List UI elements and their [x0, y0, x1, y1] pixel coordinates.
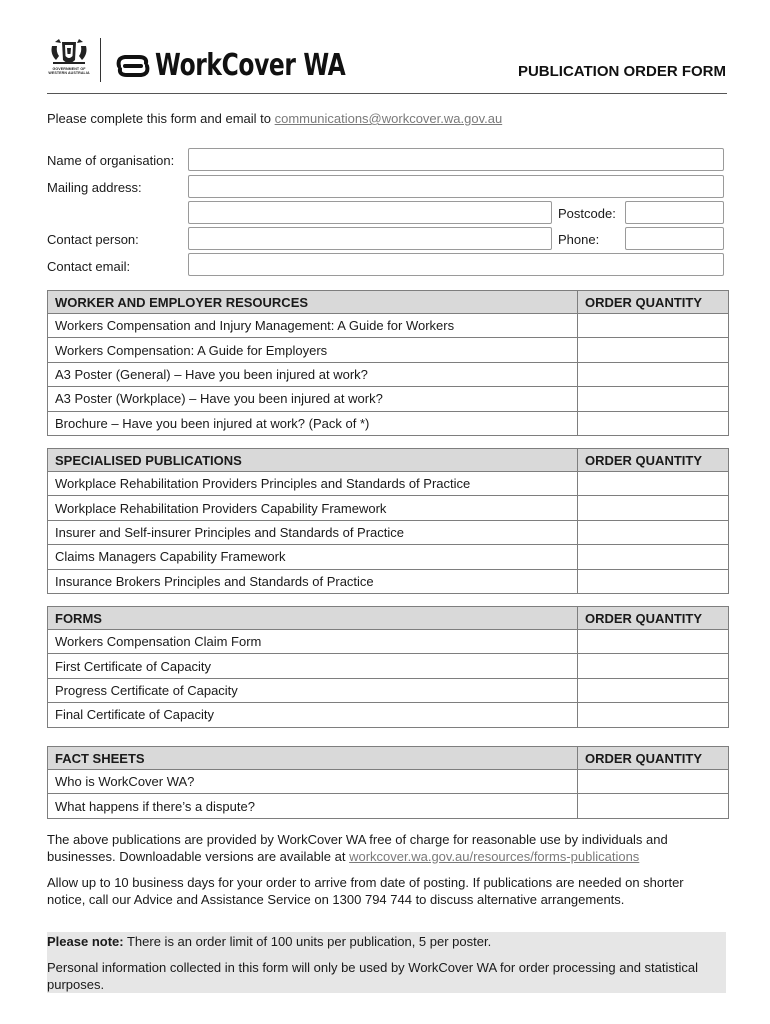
publication-name: A3 Poster (General) – Have you been injured at work? — [48, 362, 578, 386]
forms-table — [47, 606, 729, 728]
table-row — [48, 387, 729, 411]
table-header-row — [48, 747, 729, 770]
section-heading: FACT SHEETS — [48, 747, 578, 770]
order-quantity-input[interactable] — [578, 496, 729, 520]
order-quantity-heading: ORDER QUANTITY — [578, 291, 729, 314]
table-row — [48, 472, 729, 496]
publication-name: Insurance Brokers Principles and Standards of Practice — [48, 569, 578, 593]
contact-person-label: Contact person: — [47, 232, 139, 247]
fact-sheets-table — [47, 746, 729, 819]
privacy-note: Personal information collected in this form will only be used by WorkCover WA for order processing and statistical purposes. — [47, 960, 699, 992]
availability-text: The above publications are provided by WorkCover WA free of charge for reasonable use by individuals and businesses. Downloadable versions are available at — [47, 832, 668, 864]
publication-name: Progress Certificate of Capacity — [48, 678, 578, 702]
publication-name: Workers Compensation Claim Form — [48, 630, 578, 654]
mailing-address-label: Mailing address: — [47, 180, 142, 195]
order-quantity-input[interactable] — [578, 654, 729, 678]
section-heading: WORKER AND EMPLOYER RESOURCES — [48, 291, 578, 314]
publication-name: Workers Compensation: A Guide for Employers — [48, 338, 578, 362]
publication-name: Brochure – Have you been injured at work? (Pack of *) — [48, 411, 578, 435]
order-quantity-input[interactable] — [578, 520, 729, 544]
order-quantity-input[interactable] — [578, 362, 729, 386]
table-header-row — [48, 291, 729, 314]
table-row — [48, 770, 729, 794]
order-quantity-input[interactable] — [578, 794, 729, 818]
publication-name: Final Certificate of Capacity — [48, 703, 578, 727]
page-title: PUBLICATION ORDER FORM — [517, 63, 726, 80]
order-quantity-input[interactable] — [578, 770, 729, 794]
table-header-row — [48, 607, 729, 630]
workcover-wordmark: WorkCover WA — [155, 48, 346, 83]
order-quantity-input[interactable] — [578, 569, 729, 593]
table-row — [48, 678, 729, 702]
header-divider — [100, 38, 101, 82]
worker-employer-resources-table — [47, 290, 729, 436]
phone-label: Phone: — [558, 232, 600, 247]
order-limit-note — [47, 934, 737, 951]
table-row — [48, 362, 729, 386]
table-header-row — [48, 449, 729, 472]
table-row — [48, 520, 729, 544]
contact-email-link[interactable]: communications@workcover.wa.gov.au — [274, 111, 503, 126]
order-quantity-input[interactable] — [578, 411, 729, 435]
mailing-address-input-2[interactable] — [188, 201, 552, 224]
publication-name: First Certificate of Capacity — [48, 654, 578, 678]
table-row — [48, 630, 729, 654]
table-row — [48, 338, 729, 362]
workcover-symbol-icon — [113, 48, 153, 84]
order-quantity-input[interactable] — [578, 338, 729, 362]
forms-publications-link[interactable]: workcover.wa.gov.au/resources/forms-publications — [349, 848, 640, 864]
table-row — [48, 545, 729, 569]
table-row — [48, 794, 729, 818]
order-quantity-input[interactable] — [578, 314, 729, 338]
crest-caption: GOVERNMENT OF WESTERN AUSTRALIA — [48, 67, 90, 75]
order-quantity-input[interactable] — [578, 703, 729, 727]
header-rule — [47, 93, 727, 94]
publication-name: Workplace Rehabilitation Providers Principles and Standards of Practice — [48, 472, 578, 496]
table-row — [48, 411, 729, 435]
table-row — [48, 314, 729, 338]
contact-email-input[interactable] — [188, 253, 724, 276]
order-quantity-input[interactable] — [578, 545, 729, 569]
publication-name: Claims Managers Capability Framework — [48, 545, 578, 569]
publication-name: Insurer and Self-insurer Principles and Standards of Practice — [48, 520, 578, 544]
publication-name: Workplace Rehabilitation Providers Capability Framework — [48, 496, 578, 520]
table-row — [48, 569, 729, 593]
government-crest-logo — [45, 36, 93, 82]
publication-name: Who is WorkCover WA? — [48, 770, 578, 794]
publication-name: What happens if there’s a dispute? — [48, 794, 578, 818]
postcode-label: Postcode: — [558, 206, 616, 221]
order-quantity-input[interactable] — [578, 472, 729, 496]
publication-name: Workers Compensation and Injury Management: A Guide for Workers — [48, 314, 578, 338]
order-quantity-heading: ORDER QUANTITY — [578, 607, 729, 630]
table-row — [48, 703, 729, 727]
publication-name: A3 Poster (Workplace) – Have you been injured at work? — [48, 387, 578, 411]
note-label: Please note: — [47, 934, 124, 949]
order-quantity-input[interactable] — [578, 678, 729, 702]
delivery-paragraph: Allow up to 10 business days for your order to arrive from date of posting. If publications are needed on shorter notice, call our Advice and Assistance Service on 1300 794 744 to discuss alternative arrangements. — [47, 875, 684, 907]
section-heading: FORMS — [48, 607, 578, 630]
note-text: There is an order limit of 100 units per publication, 5 per poster. — [126, 934, 492, 949]
contact-person-input[interactable] — [188, 227, 552, 250]
availability-paragraph — [47, 832, 737, 865]
mailing-address-input-1[interactable] — [188, 175, 724, 198]
order-quantity-heading: ORDER QUANTITY — [578, 747, 729, 770]
organisation-label: Name of organisation: — [47, 153, 175, 168]
postcode-input[interactable] — [625, 201, 724, 224]
order-quantity-input[interactable] — [578, 387, 729, 411]
order-quantity-input[interactable] — [578, 630, 729, 654]
intro-text — [47, 111, 502, 127]
section-heading: SPECIALISED PUBLICATIONS — [48, 449, 578, 472]
table-row — [48, 496, 729, 520]
contact-email-label: Contact email: — [47, 259, 131, 274]
specialised-publications-table — [47, 448, 729, 594]
order-quantity-heading: ORDER QUANTITY — [578, 449, 729, 472]
table-row — [48, 654, 729, 678]
intro-label: Please complete this form and email to — [47, 111, 271, 126]
phone-input[interactable] — [625, 227, 724, 250]
organisation-input[interactable] — [188, 148, 724, 171]
